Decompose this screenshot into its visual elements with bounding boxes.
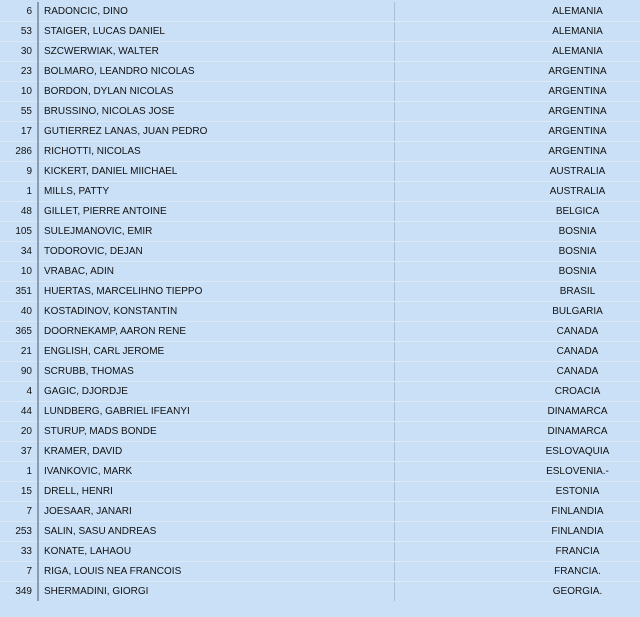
cell-country[interactable]: FRANCIA. <box>395 562 640 582</box>
table-row[interactable] <box>0 2 640 22</box>
cell-number[interactable]: 7 <box>0 562 38 582</box>
cell-number[interactable]: 23 <box>0 62 38 82</box>
cell-number[interactable]: 1 <box>0 182 38 202</box>
cell-number[interactable]: 286 <box>0 142 38 162</box>
cell-number[interactable]: 253 <box>0 522 38 542</box>
cell-name[interactable]: LUNDBERG, GABRIEL IFEANYI <box>38 402 395 422</box>
cell-number[interactable]: 30 <box>0 42 38 62</box>
cell-country[interactable]: DINAMARCA <box>395 402 640 422</box>
cell-name[interactable]: RICHOTTI, NICOLAS <box>38 142 395 162</box>
cell-number[interactable]: 7 <box>0 502 38 522</box>
cell-name[interactable]: SULEJMANOVIC, EMIR <box>38 222 395 242</box>
cell-country[interactable]: BOSNIA <box>395 242 640 262</box>
cell-number[interactable]: 105 <box>0 222 38 242</box>
cell-number[interactable]: 349 <box>15 586 32 597</box>
cell-name[interactable]: GUTIERREZ LANAS, JUAN PEDRO <box>38 122 395 142</box>
cell-number[interactable]: 10 <box>0 82 38 102</box>
cell-name[interactable]: ENGLISH, CARL JEROME <box>38 342 395 362</box>
table-row[interactable] <box>0 22 640 42</box>
cell-name[interactable]: BORDON, DYLAN NICOLAS <box>38 82 395 102</box>
cell-number[interactable]: 90 <box>0 362 38 382</box>
table-row[interactable] <box>0 262 640 282</box>
cell-country[interactable]: ALEMANIA <box>395 22 640 42</box>
cell-number[interactable]: 351 <box>0 282 38 302</box>
table-row[interactable] <box>0 82 640 102</box>
table-row[interactable] <box>0 222 640 242</box>
cell-name[interactable]: JOESAAR, JANARI <box>38 502 395 522</box>
table-row[interactable] <box>0 402 640 422</box>
table-row[interactable] <box>0 102 640 122</box>
cell-name[interactable]: GAGIC, DJORDJE <box>38 382 395 402</box>
cell-country[interactable]: GEORGIA. <box>395 582 640 602</box>
cell-country[interactable]: CANADA <box>395 362 640 382</box>
cell-country[interactable]: CANADA <box>395 342 640 362</box>
cell-name[interactable]: BOLMARO, LEANDRO NICOLAS <box>38 62 395 82</box>
cell-country[interactable]: ESTONIA <box>395 482 640 502</box>
cell-number[interactable]: 1 <box>0 462 38 482</box>
table-row[interactable] <box>0 562 640 582</box>
cell-country[interactable]: BULGARIA <box>395 302 640 322</box>
table-row[interactable] <box>0 42 640 62</box>
cell-name[interactable]: TODOROVIC, DEJAN <box>38 242 395 262</box>
table-row[interactable] <box>0 342 640 362</box>
table-row[interactable] <box>0 242 640 262</box>
cell-country[interactable]: CROACIA <box>395 382 640 402</box>
cell-number[interactable]: 4 <box>0 382 38 402</box>
cell-number[interactable]: 55 <box>0 102 38 122</box>
cell-number[interactable]: 33 <box>0 542 38 562</box>
cell-name[interactable]: KRAMER, DAVID <box>38 442 395 462</box>
table-row[interactable] <box>0 142 640 162</box>
cell-country[interactable]: BRASIL <box>395 282 640 302</box>
cell-number[interactable]: 20 <box>0 422 38 442</box>
cell-country[interactable]: ARGENTINA <box>395 142 640 162</box>
cell-name[interactable]: GILLET, PIERRE ANTOINE <box>38 202 395 222</box>
table-row[interactable] <box>0 582 640 602</box>
cell-country[interactable]: BOSNIA <box>395 262 640 282</box>
cell-name[interactable]: RADONCIC, DINO <box>38 2 395 22</box>
cell-number[interactable]: 365 <box>0 322 38 342</box>
cell-name[interactable]: BRUSSINO, NICOLAS JOSE <box>38 102 395 122</box>
cell-country[interactable]: AUSTRALIA <box>395 182 640 202</box>
cell-name[interactable]: IVANKOVIC, MARK <box>38 462 395 482</box>
cell-country[interactable]: ARGENTINA <box>395 102 640 122</box>
table-row[interactable] <box>0 462 640 482</box>
table-row[interactable] <box>0 202 640 222</box>
cell-country[interactable]: ARGENTINA <box>395 122 640 142</box>
cell-name[interactable]: RIGA, LOUIS NEA FRANCOIS <box>38 562 395 582</box>
table-body <box>0 2 640 601</box>
table-row[interactable] <box>0 542 640 562</box>
table-row[interactable] <box>0 62 640 82</box>
cell-country[interactable]: ALEMANIA <box>395 42 640 62</box>
cell-name[interactable]: MILLS, PATTY <box>38 182 395 202</box>
cell-number[interactable]: 40 <box>0 302 38 322</box>
cell-country[interactable]: AUSTRALIA <box>395 162 640 182</box>
cell-name[interactable]: SHERMADINI, GIORGI <box>38 582 395 602</box>
table-row[interactable] <box>0 422 640 442</box>
cell-number[interactable]: 17 <box>0 122 38 142</box>
cell-number[interactable]: 9 <box>0 162 38 182</box>
cell-number[interactable]: 21 <box>0 342 38 362</box>
cell-name[interactable]: KOSTADINOV, KONSTANTIN <box>38 302 395 322</box>
table-row[interactable] <box>0 362 640 382</box>
cell-country[interactable]: BELGICA <box>395 202 640 222</box>
cell-number[interactable]: 10 <box>0 262 38 282</box>
table-row[interactable] <box>0 482 640 502</box>
cell-name[interactable]: KONATE, LAHAOU <box>38 542 395 562</box>
cell-country[interactable]: ARGENTINA <box>395 82 640 102</box>
cell-country[interactable]: ESLOVAQUIA <box>395 442 640 462</box>
table-row[interactable] <box>0 322 640 342</box>
cell-country[interactable]: FRANCIA <box>395 542 640 562</box>
table-row[interactable] <box>0 522 640 542</box>
cell-name[interactable]: HUERTAS, MARCELIHNO TIEPPO <box>38 282 395 302</box>
cell-number[interactable]: 34 <box>0 242 38 262</box>
cell-country[interactable]: ARGENTINA <box>395 62 640 82</box>
cell-country[interactable]: ALEMANIA <box>395 2 640 22</box>
table-row[interactable] <box>0 442 640 462</box>
cell-number[interactable]: 6 <box>0 2 38 22</box>
cell-country[interactable]: FINLANDIA <box>395 502 640 522</box>
table-row[interactable] <box>0 302 640 322</box>
cell-country[interactable]: CANADA <box>395 322 640 342</box>
cell-name[interactable]: STAIGER, LUCAS DANIEL <box>38 22 395 42</box>
table-row[interactable] <box>0 182 640 202</box>
cell-name[interactable]: DOORNEKAMP, AARON RENE <box>38 322 395 342</box>
cell-name[interactable]: KICKERT, DANIEL MIICHAEL <box>38 162 395 182</box>
cell-country[interactable]: BOSNIA <box>395 222 640 242</box>
cell-name[interactable]: SCRUBB, THOMAS <box>38 362 395 382</box>
table-row[interactable] <box>0 382 640 402</box>
cell-number[interactable]: 15 <box>0 482 38 502</box>
cell-name[interactable]: DRELL, HENRI <box>38 482 395 502</box>
table-row[interactable] <box>0 162 640 182</box>
player-table <box>0 2 640 601</box>
cell-number[interactable]: 37 <box>0 442 38 462</box>
cell-number[interactable]: 44 <box>0 402 38 422</box>
cell-country[interactable]: ESLOVENIA.- <box>395 462 640 482</box>
cell-country[interactable]: DINAMARCA <box>395 422 640 442</box>
table-row[interactable] <box>0 282 640 302</box>
cell-name[interactable]: STURUP, MADS BONDE <box>38 422 395 442</box>
cell-number[interactable]: 53 <box>0 22 38 42</box>
cell-country[interactable]: FINLANDIA <box>395 522 640 542</box>
cell-name[interactable]: SZCWERWIAK, WALTER <box>38 42 395 62</box>
cell-name[interactable]: VRABAC, ADIN <box>38 262 395 282</box>
cell-number[interactable]: 48 <box>0 202 38 222</box>
cell-name[interactable]: SALIN, SASU ANDREAS <box>38 522 395 542</box>
table-row[interactable] <box>0 122 640 142</box>
table-row[interactable] <box>0 502 640 522</box>
